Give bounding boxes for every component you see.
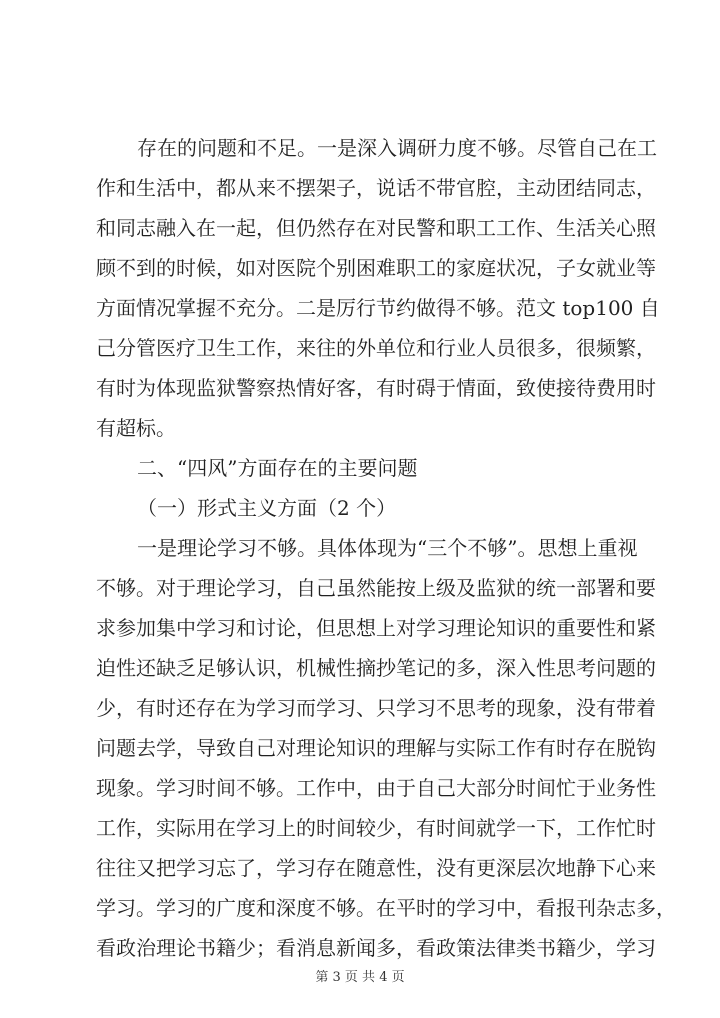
text-line bbox=[0, 331, 720, 365]
text-line bbox=[0, 611, 720, 645]
line-text: 求参加集中学习和讨论，但思想上对学习理论知识的重要性和紧 bbox=[96, 616, 656, 640]
text-line bbox=[0, 771, 720, 805]
line-text: 学习。学习的广度和深度不够。在平时的学习中，看报刊杂志多， bbox=[96, 896, 676, 920]
text-line bbox=[0, 651, 720, 685]
line-text: 往往又把学习忘了，学习存在随意性，没有更深层次地静下心来 bbox=[96, 856, 656, 880]
line-text: 少，有时还存在为学习而学习、只学习不思考的现象，没有带着 bbox=[96, 696, 656, 720]
line-text: 有时为体现监狱警察热情好客，有时碍于情面，致使接待费用时 bbox=[96, 376, 656, 400]
text-line bbox=[0, 931, 720, 965]
line-text: 看政治理论书籍少；看消息新闻多，看政策法律类书籍少，学习 bbox=[96, 936, 656, 960]
section-heading: 二、“四风”方面存在的主要问题 bbox=[137, 456, 418, 480]
line-text: 方面情况掌握不充分。二是厉行节约做得不够。范文 top100 自 bbox=[96, 296, 660, 320]
page-number-footer: 第 3 页 共 4 页 bbox=[315, 970, 405, 985]
text-line bbox=[0, 131, 720, 165]
line-text: 作和生活中，都从来不摆架子，说话不带官腔，主动团结同志， bbox=[96, 176, 656, 200]
text-line bbox=[0, 731, 720, 765]
text-line bbox=[0, 891, 720, 925]
text-line bbox=[0, 171, 720, 205]
line-text: 问题去学，导致自己对理论知识的理解与实际工作有时存在脱钩 bbox=[96, 736, 656, 760]
text-line bbox=[0, 371, 720, 405]
line-text: 迫性还缺乏足够认识，机械性摘抄笔记的多，深入性思考问题的 bbox=[96, 656, 656, 680]
text-line bbox=[0, 251, 720, 285]
text-line bbox=[0, 851, 720, 885]
text-line bbox=[0, 531, 720, 565]
text-line bbox=[0, 491, 720, 525]
text-line bbox=[0, 211, 720, 245]
line-text: 不够。对于理论学习，自己虽然能按上级及监狱的统一部署和要 bbox=[96, 576, 656, 600]
line-text: 工作，实际用在学习上的时间较少，有时间就学一下，工作忙时 bbox=[96, 816, 656, 840]
text-line bbox=[0, 811, 720, 845]
line-text: 顾不到的时候，如对医院个别困难职工的家庭状况，子女就业等 bbox=[96, 256, 656, 280]
text-line bbox=[0, 691, 720, 725]
line-text: 一是理论学习不够。具体体现为“三个不够”。思想上重视 bbox=[137, 536, 638, 560]
subsection-heading: （一）形式主义方面（2 个） bbox=[137, 496, 397, 520]
line-text: 己分管医疗卫生工作，来往的外单位和行业人员很多，很频繁， bbox=[96, 336, 656, 360]
text-line bbox=[0, 411, 720, 445]
text-line bbox=[0, 571, 720, 605]
line-text: 存在的问题和不足。一是深入调研力度不够。尽管自己在工 bbox=[137, 136, 657, 160]
text-line bbox=[0, 451, 720, 485]
line-text: 和同志融入在一起，但仍然存在对民警和职工工作、生活关心照 bbox=[96, 216, 656, 240]
text-line bbox=[0, 291, 720, 325]
line-text: 有超标。 bbox=[96, 416, 176, 440]
line-text: 现象。学习时间不够。工作中，由于自己大部分时间忙于业务性 bbox=[96, 776, 656, 800]
